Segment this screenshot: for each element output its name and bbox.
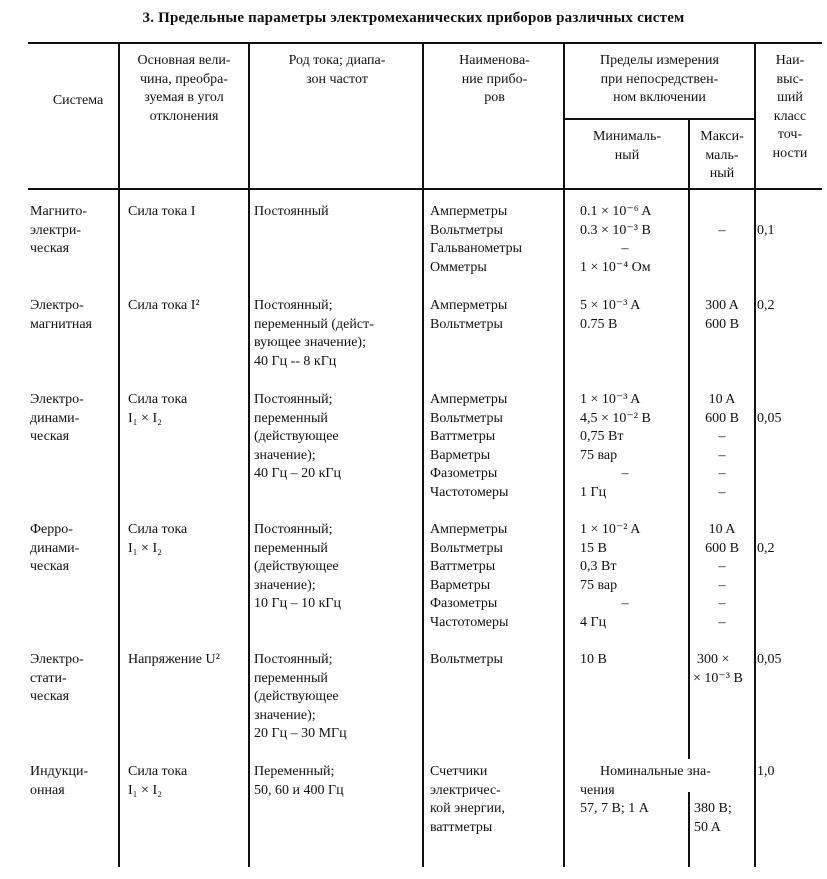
row-min: 1 × 10⁻² A 15 В 0,3 Вт 75 вар – 4 Гц [580,522,641,630]
row-max: 10 A 600 В – – – – [705,392,739,500]
header-system: Система [52,93,104,108]
header-max: Макси- маль- ный [700,129,744,181]
header-quantity: Основная вели- чина, преобра- зуемая в угол отклонения [137,53,231,124]
row-current: Постоянный [254,204,329,219]
row-min: 57, 7 В; 1 A [580,801,649,816]
row-min: 5 × 10⁻³ A 0.75 В [580,298,641,332]
header-min: Минималь- ный [592,129,662,163]
column-divider [422,44,424,867]
row-current: Переменный; 50, 60 и 400 Гц [254,764,344,798]
row-min: 10 В [580,652,607,667]
header-bottom-rule [28,188,822,190]
row-system: Электро- магнитная [30,298,92,332]
row-quantity: Сила тока I₁ × I₂ [128,392,188,426]
row-instruments: Амперметры Вольтметры Гальванометры Омметры [430,204,523,275]
row-accuracy: 0,05 [757,410,782,426]
row-instruments: Амперметры Вольтметры Ваттметры Варметры Фазометры Частотомеры [430,522,509,630]
row-system: Магнито- электри- ческая [30,204,87,256]
column-divider [248,44,250,867]
row-quantity: Сила тока I [128,204,196,219]
row-accuracy: 0,2 [757,298,775,313]
row-instruments: Счетчики электричес- кой энергии, ваттметры [430,764,506,835]
row-quantity: Сила тока I₁ × I₂ [128,764,188,798]
row-max: 10 A 600 В – – – – [705,522,739,630]
row-current: Постоянный; переменный (дейст- вующее значение); 40 Гц -- 8 кГц [254,298,374,369]
row-min: 1 × 10⁻³ A 4,5 × 10⁻² В 0,75 Вт 75 вар – 1 Гц [580,392,651,500]
header-limits: Пределы измерения при непосредствен- ном включении [600,53,719,105]
row-max: 380 В; 50 A [694,801,732,835]
row-min: 0.1 × 10⁻⁶ A 0.3 × 10⁻³ В – 1 × 10⁻⁴ Ом [580,204,652,275]
column-divider [688,792,690,867]
top-rule [28,42,822,44]
column-divider [118,44,120,867]
header-current: Род тока; диапа- зон частот [288,53,386,87]
row-system: Ферро- динами- ческая [30,522,80,574]
row-instruments: Вольтметры [430,652,503,667]
row-nominal: Номинальные зна- чения [580,764,711,798]
row-quantity: Сила тока I₁ × I₂ [128,522,188,556]
row-max: – [718,222,726,238]
row-current: Постоянный; переменный (действующее значение); 40 Гц – 20 кГц [254,392,341,481]
row-instruments: Амперметры Вольтметры [430,298,508,332]
row-system: Индукци- онная [30,764,89,798]
page-title: 3. Предельные параметры электромеханических приборов различных систем [142,10,685,26]
row-current: Постоянный; переменный (действующее значение); 20 Гц – 30 МГц [254,652,347,741]
column-divider [563,44,565,867]
row-max: 300 A 600 В [705,298,739,332]
limits-subheader-rule [564,118,755,120]
header-instruments: Наименова- ние прибо- ров [459,53,530,105]
row-instruments: Амперметры Вольтметры Ваттметры Варметры Фазометры Частотомеры [430,392,509,500]
row-max: 300 × × 10⁻³ В [693,652,743,686]
row-quantity: Напряжение U² [128,652,220,667]
row-current: Постоянный; переменный (действующее значение); 10 Гц – 10 кГц [254,522,341,611]
header-accuracy: Наи- выс- ший класс точ- ности [772,53,808,161]
row-accuracy: 1,0 [757,764,775,779]
row-system: Электро- стати- ческая [30,652,84,704]
row-accuracy: 0,05 [757,652,782,667]
row-quantity: Сила тока I² [128,298,200,313]
row-accuracy: 0,2 [757,540,775,556]
column-divider [754,44,756,867]
row-system: Электро- динами- ческая [30,392,84,444]
row-accuracy: 0,1 [757,222,775,238]
